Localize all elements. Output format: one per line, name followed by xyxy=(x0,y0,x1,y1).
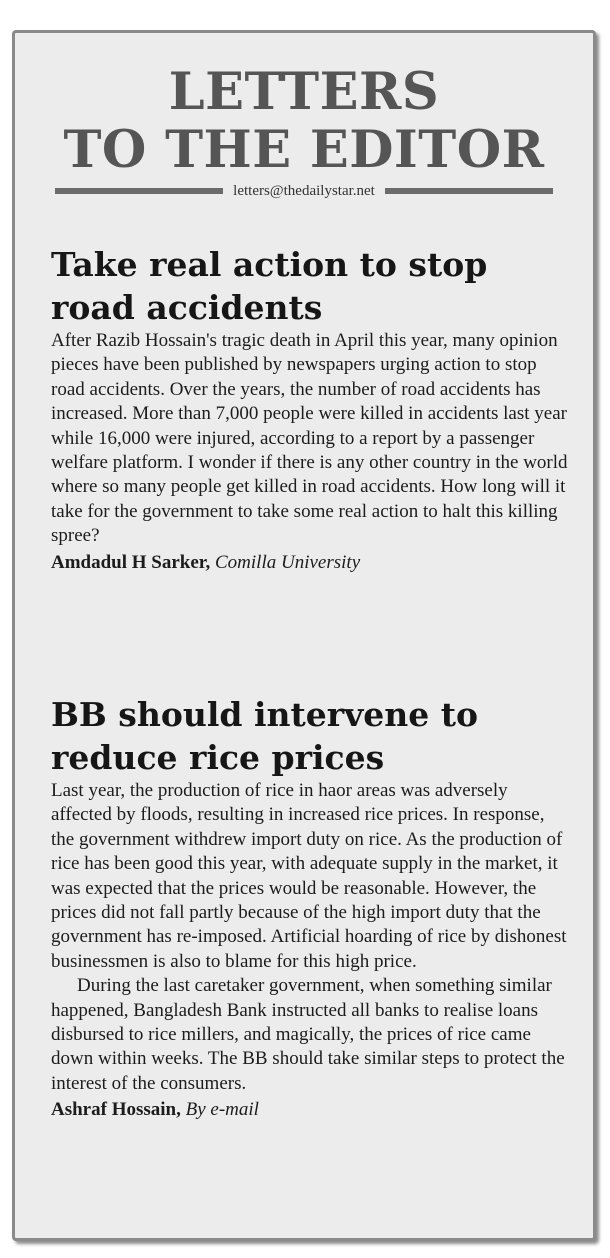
letter-signature xyxy=(51,550,571,575)
letter-headline-line-1: BB should intervene to xyxy=(51,695,479,734)
letter-headline-line-2: reduce rice prices xyxy=(51,738,385,777)
letter-affiliation: By e-mail xyxy=(185,1099,259,1121)
editor-email: letters@thedailystar.net xyxy=(233,182,375,199)
email-row xyxy=(55,181,553,201)
letter-body-paragraph: Last year, the production of rice in haor areas was adversely affected by floods, resulting in increased rice prices. In response, the government withdrew import duty on rice. As the production of rice has been good this year, with adequate supply in the market, it was expected that the prices would be reasonable. However, the prices did not fall partly because of the high import duty that the government has re-imposed. Artificial hoarding of rice by dishonest businessmen is also to blame for this high price. xyxy=(51,780,567,972)
letter-body-paragraph: During the last caretaker government, when something similar happened, Bangladesh Bank instructed all banks to realise loans disbursed to rice millers, and magically, the prices of rice came down within weeks. The BB should take similar steps to protect the interest of the consumers. xyxy=(51,975,565,1094)
letter-author: Amdadul H Sarker, xyxy=(51,551,211,573)
letter-body-paragraph: After Razib Hossain's tragic death in April this year, many opinion pieces have been published by newspapers urging action to stop road accidents. Over the years, the number of road accidents has increased. More than 7,000 people were killed in accidents last year while 16,000 were injured, according to a report by a passenger welfare platform. I wonder if there is any other country in the world where so many people get killed in road accidents. How long will it take for the government to take some real action to halt this killing spree? xyxy=(51,330,568,547)
section-title xyxy=(15,63,593,179)
right-divider xyxy=(385,188,553,194)
letters-column xyxy=(12,30,596,1241)
letter-headline xyxy=(51,693,571,779)
section-title-line-1: LETTERS xyxy=(168,62,440,122)
letter-headline-line-2: road accidents xyxy=(51,288,323,327)
letter-affiliation: Comilla University xyxy=(215,551,361,573)
letter-headline xyxy=(51,243,571,329)
letter-author: Ashraf Hossain, xyxy=(51,1099,181,1121)
letter-road-accidents xyxy=(51,243,571,575)
section-title-line-2: TO THE EDITOR xyxy=(63,120,545,180)
letter-headline-line-1: Take real action to stop xyxy=(51,245,488,284)
left-divider xyxy=(55,188,223,194)
letter-signature xyxy=(51,1097,571,1122)
letter-rice-prices xyxy=(51,693,571,1122)
